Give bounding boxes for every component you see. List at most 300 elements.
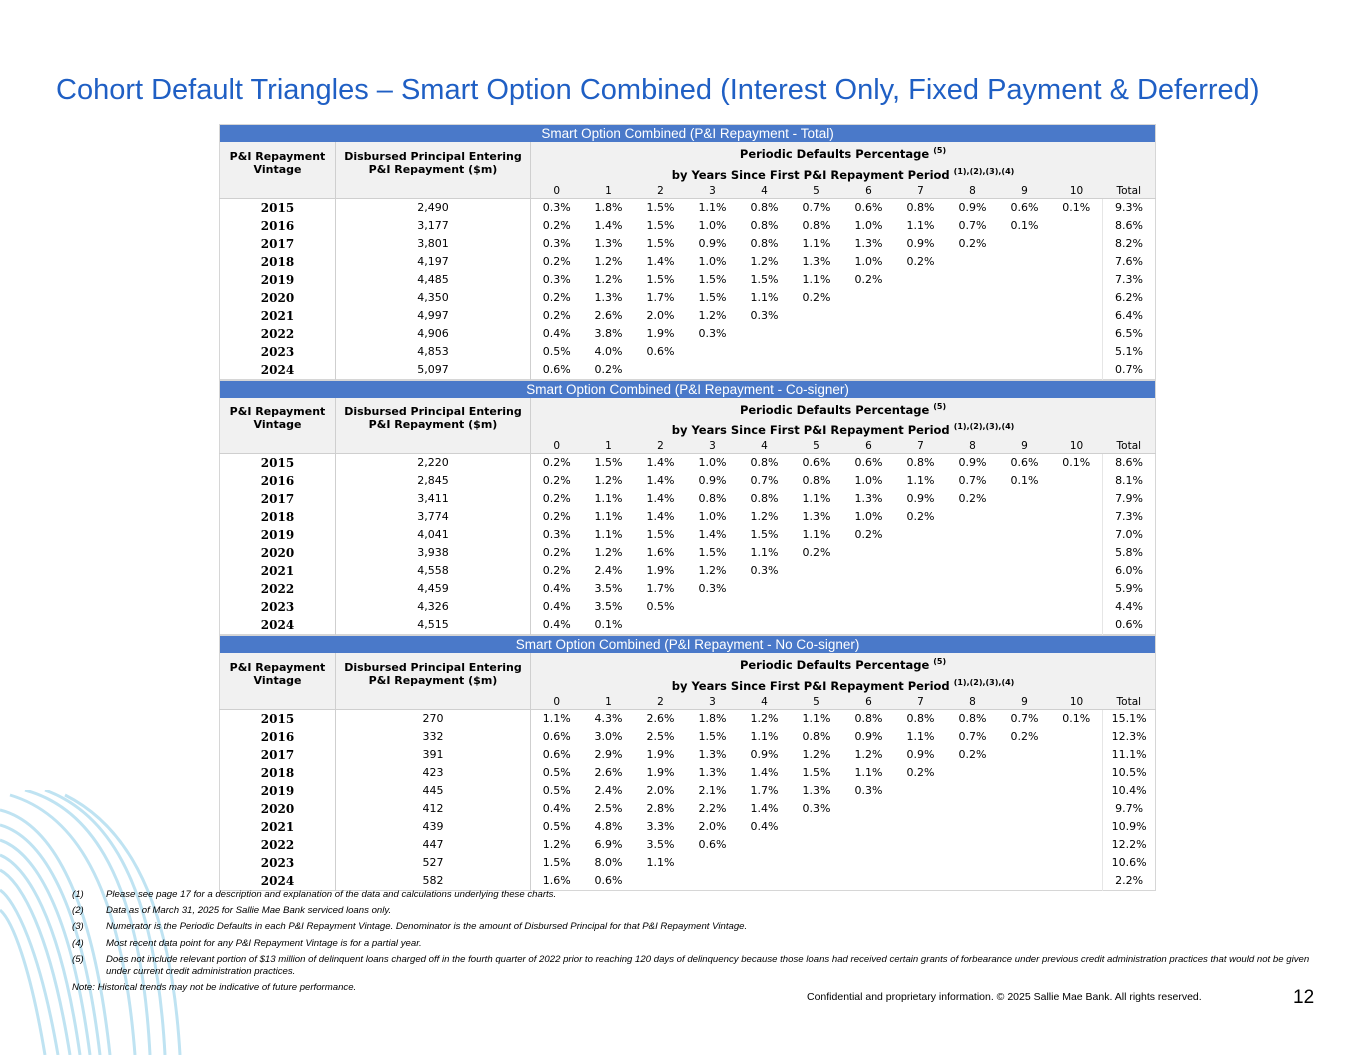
default-rate-cell: 2.2% [698, 801, 727, 815]
default-rate-cell: 1.1% [594, 492, 623, 506]
default-rate-cell: 2.8% [646, 801, 675, 815]
total-cell: 7.6% [1103, 253, 1156, 271]
default-rate-cell: 0.8% [750, 200, 779, 214]
confidential-notice: Confidential and proprietary information. © 2025 Sallie Mae Bank. All rights reserved. [807, 991, 1202, 1003]
year-column-header: 3 [687, 695, 739, 710]
default-rate-cell: 0.6% [542, 362, 571, 376]
table-row [220, 289, 1156, 307]
default-rate-cell: 1.0% [698, 456, 727, 470]
vintage-cell: 2019 [220, 782, 336, 800]
default-rate-cell [739, 872, 791, 891]
year-column-header: 8 [947, 695, 999, 710]
default-rate-cell: 4.3% [594, 711, 623, 725]
year-column-header: 5 [791, 695, 843, 710]
year-column-header: 10 [1051, 439, 1103, 454]
default-rate-cell [739, 598, 791, 616]
default-rate-cell [791, 307, 843, 325]
default-rate-cell: 3.5% [594, 600, 623, 614]
blank-cell [220, 695, 336, 710]
default-rate-cell [843, 361, 895, 380]
default-rate-cell: 0.2% [542, 254, 571, 268]
periodic-header-text: Periodic Defaults Percentage [739, 658, 930, 673]
default-rate-cell: 1.4% [646, 456, 675, 470]
default-rate-cell: 0.2% [542, 510, 571, 524]
default-rate-cell [895, 343, 947, 361]
default-rate-cell: 0.3% [750, 564, 779, 578]
table-row [220, 307, 1156, 325]
default-rate-cell [999, 764, 1051, 782]
default-rate-cell [635, 872, 687, 891]
cohort-table-0 [219, 124, 1156, 380]
table-row [220, 253, 1156, 271]
default-rate-cell [843, 616, 895, 635]
default-rate-cell [843, 800, 895, 818]
year-column-header: 0 [531, 439, 583, 454]
vintage-cell: 2019 [220, 526, 336, 544]
default-rate-cell [1051, 289, 1103, 307]
disbursed-header: Disbursed Principal Entering P&I Repayment ($m) [336, 653, 531, 695]
default-rate-cell [947, 271, 999, 289]
default-rate-cell: 4.0% [594, 344, 623, 358]
footnote-number: (5) [72, 953, 84, 965]
table-row [220, 235, 1156, 253]
default-rate-cell [791, 598, 843, 616]
default-rate-cell [947, 343, 999, 361]
footnote-ref: (1),(2),(3),(4) [953, 678, 1015, 688]
default-rate-cell: 1.0% [854, 218, 883, 232]
total-cell: 10.6% [1103, 854, 1156, 872]
default-rate-cell [739, 580, 791, 598]
default-rate-cell: 0.5% [542, 765, 571, 779]
default-rate-cell [843, 562, 895, 580]
default-rate-cell [947, 253, 999, 271]
default-rate-cell [687, 854, 739, 872]
default-rate-cell: 0.6% [542, 729, 571, 743]
total-cell: 6.0% [1103, 562, 1156, 580]
footnote-number: (3) [72, 921, 84, 933]
total-cell: 12.2% [1103, 836, 1156, 854]
disbursed-cell: 4,997 [336, 307, 531, 325]
disbursed-cell: 4,350 [336, 289, 531, 307]
default-rate-cell [739, 361, 791, 380]
table-row [220, 325, 1156, 343]
default-rate-cell: 1.0% [698, 510, 727, 524]
default-rate-cell: 0.2% [542, 218, 571, 232]
default-rate-cell: 0.5% [542, 819, 571, 833]
default-rate-cell: 0.2% [958, 492, 987, 506]
total-cell: 10.5% [1103, 764, 1156, 782]
default-rate-cell: 1.5% [594, 456, 623, 470]
default-rate-cell: 0.8% [906, 456, 935, 470]
footnote-text: Please see page 17 for a description and explanation of the data and calculations underlying these charts. [106, 889, 557, 900]
default-rate-cell [843, 580, 895, 598]
default-rate-cell [1051, 217, 1103, 235]
periodic-header-text: by Years Since First P&I Repayment Period [671, 678, 950, 693]
default-rate-cell: 1.5% [750, 272, 779, 286]
default-rate-cell: 0.9% [958, 456, 987, 470]
default-rate-cell: 1.1% [594, 510, 623, 524]
default-rate-cell [999, 854, 1051, 872]
default-rate-cell [895, 526, 947, 544]
default-rate-cell [687, 343, 739, 361]
default-rate-cell: 1.3% [698, 747, 727, 761]
total-cell: 0.7% [1103, 361, 1156, 380]
footnote-text: Numerator is the Periodic Defaults in each P&I Repayment Vintage. Denominator is the amount of Disbursed Principal for that P&I Repayment Vintage. [106, 921, 748, 933]
table-row [220, 836, 1156, 854]
table-row [220, 198, 1156, 217]
default-rate-cell: 0.6% [802, 456, 831, 470]
default-rate-cell [947, 307, 999, 325]
default-rate-cell: 1.2% [594, 272, 623, 286]
table-row [220, 472, 1156, 490]
year-column-header: 6 [843, 184, 895, 199]
page-number: 12 [1293, 987, 1315, 1008]
default-rate-cell [895, 836, 947, 854]
vintage-header: P&I Repayment Vintage [220, 653, 336, 695]
default-rate-cell [947, 598, 999, 616]
default-rate-cell: 1.1% [542, 711, 571, 725]
default-rate-cell [895, 562, 947, 580]
disbursed-cell: 527 [336, 854, 531, 872]
default-rate-cell: 0.8% [802, 729, 831, 743]
total-cell: 8.6% [1103, 217, 1156, 235]
footnote-list [72, 889, 1312, 978]
total-cell: 6.4% [1103, 307, 1156, 325]
default-rate-cell: 0.3% [542, 272, 571, 286]
default-rate-cell [999, 782, 1051, 800]
default-rate-cell [999, 490, 1051, 508]
default-rate-cell: 1.8% [698, 711, 727, 725]
year-column-header: 7 [895, 439, 947, 454]
default-rate-cell [843, 598, 895, 616]
table-banner: Smart Option Combined (P&I Repayment - No Co-signer) [220, 636, 1156, 654]
total-cell: 11.1% [1103, 746, 1156, 764]
default-rate-cell: 0.2% [906, 254, 935, 268]
default-rate-cell: 0.7% [958, 474, 987, 488]
year-column-header: 0 [531, 695, 583, 710]
vintage-cell: 2021 [220, 818, 336, 836]
historical-note: Note: Historical trends may not be indicative of future performance. [72, 981, 357, 993]
disbursed-cell: 4,853 [336, 343, 531, 361]
default-rate-cell: 0.8% [698, 492, 727, 506]
default-rate-cell: 0.2% [906, 510, 935, 524]
year-column-header: 4 [739, 439, 791, 454]
total-cell: 5.9% [1103, 580, 1156, 598]
default-rate-cell [947, 782, 999, 800]
default-rate-cell: 1.4% [750, 801, 779, 815]
default-rate-cell: 0.4% [542, 582, 571, 596]
default-rate-cell: 0.8% [750, 456, 779, 470]
default-rate-cell: 8.0% [594, 855, 623, 869]
default-rate-cell: 3.0% [594, 729, 623, 743]
default-rate-cell: 1.1% [750, 290, 779, 304]
default-rate-cell: 1.2% [698, 308, 727, 322]
default-rate-cell: 1.4% [698, 528, 727, 542]
table-row [220, 580, 1156, 598]
default-rate-cell: 1.2% [750, 254, 779, 268]
default-rate-cell [635, 616, 687, 635]
default-rate-cell [739, 854, 791, 872]
default-rate-cell: 0.6% [594, 873, 623, 887]
default-rate-cell [947, 289, 999, 307]
default-rate-cell: 2.6% [594, 308, 623, 322]
default-rate-cell: 1.8% [594, 200, 623, 214]
total-cell: 6.5% [1103, 325, 1156, 343]
table-row [220, 746, 1156, 764]
default-rate-cell: 0.2% [542, 456, 571, 470]
total-column-header: Total [1103, 695, 1156, 710]
default-rate-cell [947, 508, 999, 526]
default-rate-cell: 1.3% [802, 783, 831, 797]
vintage-cell: 2017 [220, 490, 336, 508]
default-rate-cell: 1.0% [854, 254, 883, 268]
table-row [220, 872, 1156, 891]
default-rate-cell: 0.9% [750, 747, 779, 761]
default-rate-cell: 0.8% [958, 711, 987, 725]
default-rate-cell: 1.3% [698, 765, 727, 779]
blank-cell [220, 439, 336, 454]
default-rate-cell: 1.1% [802, 492, 831, 506]
total-cell: 6.2% [1103, 289, 1156, 307]
default-rate-cell: 1.5% [750, 528, 779, 542]
default-rate-cell [947, 854, 999, 872]
vintage-cell: 2015 [220, 198, 336, 217]
default-rate-cell [687, 361, 739, 380]
default-rate-cell: 2.0% [646, 308, 675, 322]
default-rate-cell: 1.2% [750, 711, 779, 725]
periodic-header-text: by Years Since First P&I Repayment Period [671, 167, 950, 182]
default-rate-cell: 0.9% [698, 474, 727, 488]
default-rate-cell: 1.6% [542, 873, 571, 887]
disbursed-cell: 3,177 [336, 217, 531, 235]
default-rate-cell: 0.9% [906, 492, 935, 506]
default-rate-cell [999, 544, 1051, 562]
periodic-header-line1 [531, 398, 1156, 419]
default-rate-cell [791, 854, 843, 872]
default-rate-cell [791, 836, 843, 854]
total-cell: 5.8% [1103, 544, 1156, 562]
vintage-cell: 2018 [220, 508, 336, 526]
default-rate-cell: 1.6% [646, 546, 675, 560]
vintage-cell: 2017 [220, 746, 336, 764]
default-rate-cell: 0.6% [698, 837, 727, 851]
default-rate-cell: 1.4% [646, 254, 675, 268]
cohort-table-2 [219, 635, 1156, 891]
default-rate-cell: 0.3% [854, 783, 883, 797]
year-column-header: 2 [635, 695, 687, 710]
default-rate-cell: 1.2% [698, 564, 727, 578]
default-rate-cell [843, 343, 895, 361]
total-cell: 7.9% [1103, 490, 1156, 508]
default-rate-cell [1051, 508, 1103, 526]
default-rate-cell: 1.5% [802, 765, 831, 779]
table-row [220, 361, 1156, 380]
default-rate-cell [895, 854, 947, 872]
default-rate-cell: 0.6% [1010, 200, 1039, 214]
default-rate-cell: 0.3% [750, 308, 779, 322]
year-column-header: 8 [947, 439, 999, 454]
default-rate-cell [999, 271, 1051, 289]
total-cell: 9.3% [1103, 198, 1156, 217]
vintage-cell: 2019 [220, 271, 336, 289]
default-rate-cell: 1.1% [698, 200, 727, 214]
table-row [220, 728, 1156, 746]
footnote-number: (4) [72, 937, 84, 949]
table-row [220, 454, 1156, 473]
default-rate-cell: 0.2% [542, 546, 571, 560]
default-rate-cell [1051, 800, 1103, 818]
default-rate-cell [895, 818, 947, 836]
total-cell: 7.0% [1103, 526, 1156, 544]
default-rate-cell [999, 325, 1051, 343]
year-column-header: 8 [947, 184, 999, 199]
default-rate-cell [1051, 361, 1103, 380]
default-rate-cell [999, 361, 1051, 380]
default-rate-cell: 0.8% [802, 218, 831, 232]
default-rate-cell: 0.3% [802, 801, 831, 815]
default-rate-cell: 1.2% [594, 546, 623, 560]
vintage-cell: 2020 [220, 544, 336, 562]
default-rate-cell [895, 289, 947, 307]
default-rate-cell: 0.1% [1010, 218, 1039, 232]
default-rate-cell [999, 836, 1051, 854]
default-rate-cell: 0.8% [906, 711, 935, 725]
default-rate-cell [791, 343, 843, 361]
default-rate-cell: 1.1% [646, 855, 675, 869]
default-rate-cell [947, 526, 999, 544]
blank-cell [336, 439, 531, 454]
year-column-header: 7 [895, 184, 947, 199]
default-rate-cell [999, 253, 1051, 271]
disbursed-cell: 4,906 [336, 325, 531, 343]
disbursed-cell: 3,801 [336, 235, 531, 253]
default-rate-cell [947, 616, 999, 635]
default-rate-cell: 0.9% [906, 747, 935, 761]
default-rate-cell: 1.4% [594, 218, 623, 232]
total-cell: 9.7% [1103, 800, 1156, 818]
vintage-cell: 2020 [220, 289, 336, 307]
default-rate-cell [999, 235, 1051, 253]
disbursed-header: Disbursed Principal Entering P&I Repayment ($m) [336, 142, 531, 184]
default-rate-cell: 0.8% [802, 474, 831, 488]
default-rate-cell: 0.6% [854, 456, 883, 470]
default-rate-cell [687, 598, 739, 616]
table-row [220, 490, 1156, 508]
default-rate-cell: 0.2% [542, 492, 571, 506]
default-rate-cell: 0.4% [542, 600, 571, 614]
vintage-cell: 2021 [220, 562, 336, 580]
default-rate-cell: 1.3% [854, 236, 883, 250]
footnote-number: (2) [72, 905, 84, 917]
default-rate-cell: 1.5% [646, 218, 675, 232]
vintage-cell: 2015 [220, 709, 336, 728]
default-rate-cell [947, 562, 999, 580]
footnote-ref: (1),(2),(3),(4) [953, 166, 1015, 176]
default-rate-cell [635, 361, 687, 380]
default-rate-cell: 1.3% [854, 492, 883, 506]
default-rate-cell: 1.1% [594, 528, 623, 542]
footnote-ref: (5) [933, 657, 947, 667]
default-rate-cell: 1.5% [646, 528, 675, 542]
footnote-item [72, 905, 1312, 917]
blank-cell [336, 695, 531, 710]
footnote-text: Data as of March 31, 2025 for Sallie Mae Bank serviced loans only. [106, 905, 392, 917]
year-column-header: 1 [583, 695, 635, 710]
table-banner: Smart Option Combined (P&I Repayment - Co-signer) [220, 380, 1156, 398]
default-rate-cell: 0.7% [802, 200, 831, 214]
default-rate-cell [843, 289, 895, 307]
default-rate-cell [739, 616, 791, 635]
disbursed-header: Disbursed Principal Entering P&I Repayment ($m) [336, 398, 531, 440]
table-row [220, 526, 1156, 544]
default-rate-cell [1051, 235, 1103, 253]
default-rate-cell: 1.5% [698, 272, 727, 286]
default-rate-cell: 0.2% [958, 747, 987, 761]
default-rate-cell [947, 800, 999, 818]
disbursed-cell: 4,459 [336, 580, 531, 598]
default-rate-cell: 0.2% [854, 272, 883, 286]
default-rate-cell: 1.1% [750, 546, 779, 560]
vintage-cell: 2017 [220, 235, 336, 253]
default-rate-cell [843, 854, 895, 872]
default-rate-cell: 0.4% [750, 819, 779, 833]
table-row [220, 508, 1156, 526]
default-rate-cell: 0.7% [750, 474, 779, 488]
year-column-header: 3 [687, 184, 739, 199]
default-rate-cell: 3.5% [646, 837, 675, 851]
default-rate-cell [739, 836, 791, 854]
default-rate-cell [999, 508, 1051, 526]
footnote-ref: (5) [933, 401, 947, 411]
table-row [220, 616, 1156, 635]
default-rate-cell: 0.5% [542, 344, 571, 358]
default-rate-cell: 0.3% [698, 326, 727, 340]
default-rate-cell: 0.3% [698, 582, 727, 596]
default-rate-cell: 2.6% [646, 711, 675, 725]
default-rate-cell: 1.3% [802, 254, 831, 268]
default-rate-cell [895, 782, 947, 800]
default-rate-cell: 0.9% [698, 236, 727, 250]
default-rate-cell: 1.5% [698, 290, 727, 304]
default-rate-cell: 1.1% [802, 272, 831, 286]
default-rate-cell [843, 307, 895, 325]
default-rate-cell: 0.4% [542, 801, 571, 815]
default-rate-cell [895, 271, 947, 289]
default-rate-cell: 0.8% [854, 711, 883, 725]
default-rate-cell: 2.0% [646, 783, 675, 797]
default-rate-cell [895, 544, 947, 562]
disbursed-cell: 4,558 [336, 562, 531, 580]
default-rate-cell: 1.9% [646, 747, 675, 761]
default-rate-cell: 0.8% [906, 200, 935, 214]
default-rate-cell: 0.2% [802, 290, 831, 304]
default-rate-cell: 1.0% [854, 474, 883, 488]
vintage-cell: 2016 [220, 217, 336, 235]
year-column-header: 1 [583, 439, 635, 454]
default-rate-cell [843, 836, 895, 854]
table-row [220, 343, 1156, 361]
disbursed-cell: 4,515 [336, 616, 531, 635]
default-rate-cell: 1.5% [646, 272, 675, 286]
total-cell: 10.4% [1103, 782, 1156, 800]
total-cell: 5.1% [1103, 343, 1156, 361]
default-rate-cell: 1.4% [750, 765, 779, 779]
table-row [220, 709, 1156, 728]
default-rate-cell: 1.1% [854, 765, 883, 779]
total-cell: 12.3% [1103, 728, 1156, 746]
blank-cell [336, 184, 531, 199]
vintage-header: P&I Repayment Vintage [220, 398, 336, 440]
